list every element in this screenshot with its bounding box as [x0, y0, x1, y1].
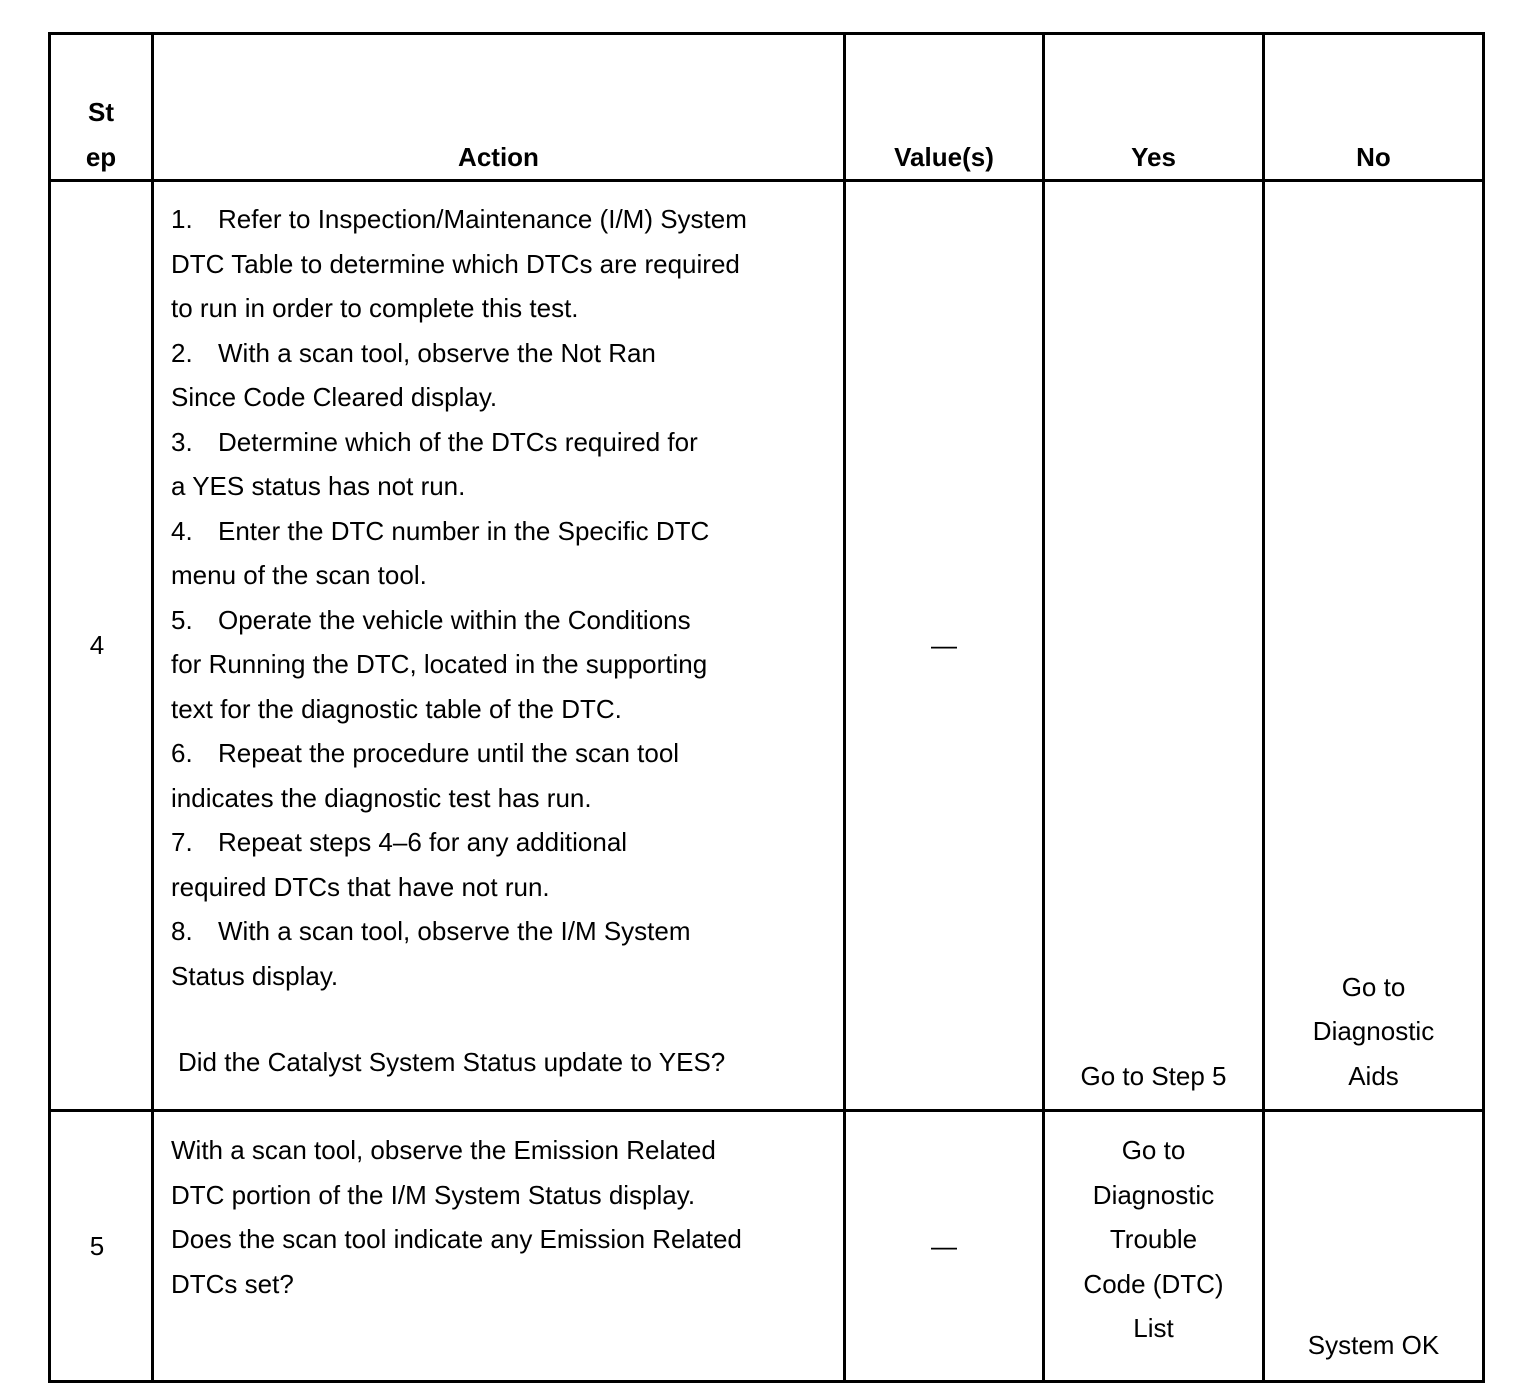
- table-row: [50, 181, 1484, 1111]
- action-cell: [153, 1111, 845, 1382]
- header-action: Action: [153, 34, 845, 181]
- action-step-text: Refer to Inspection/Maintenance (I/M) System: [218, 204, 747, 234]
- action-step-number: 1.: [171, 204, 193, 234]
- action-step-text: Repeat steps 4–6 for any additional: [218, 827, 628, 857]
- action-step: [171, 420, 835, 509]
- no-cell-line: Diagnostic: [1312, 1016, 1435, 1046]
- action-step-text: With a scan tool, observe the I/M System: [218, 916, 691, 946]
- no-cell: [1264, 181, 1484, 1111]
- no-cell: System OK: [1264, 1111, 1484, 1382]
- header-yes: Yes: [1044, 34, 1264, 181]
- action-step-text: DTC Table to determine which DTCs are required: [171, 248, 740, 279]
- header-step-line: ep: [85, 141, 117, 172]
- action-step-number: 3.: [171, 426, 193, 457]
- action-text: With a scan tool, observe the Emission Related: [171, 1135, 716, 1165]
- action-step-text: a YES status has not run.: [171, 471, 466, 501]
- step-number: 4: [50, 181, 153, 1111]
- step-number: 5: [50, 1111, 153, 1382]
- value-cell: —: [845, 1111, 1044, 1382]
- action-step-text: Repeat the procedure until the scan tool: [218, 738, 680, 768]
- header-no: No: [1264, 34, 1484, 181]
- action-step-text: Status display.: [171, 960, 339, 991]
- action-cell: [153, 181, 845, 1111]
- action-step-text: indicates the diagnostic test has run.: [171, 782, 592, 813]
- value-cell: —: [845, 181, 1044, 1111]
- diagnostic-table-wrapper: [48, 32, 1485, 1383]
- action-step-text: menu of the scan tool.: [171, 560, 427, 590]
- action-step-text: With a scan tool, observe the Not Ran: [218, 337, 656, 368]
- action-step-text: to run in order to complete this test.: [171, 293, 579, 323]
- action-step: [171, 731, 835, 820]
- yes-cell-line: Diagnostic: [1092, 1179, 1215, 1210]
- action-step-number: 5.: [171, 604, 193, 635]
- action-step-number: 8.: [171, 916, 193, 946]
- action-step-text: for Running the DTC, located in the supporting: [171, 649, 708, 679]
- action-step-number: 4.: [171, 515, 193, 546]
- action-text: Does the scan tool indicate any Emission Related: [171, 1224, 742, 1254]
- yes-cell-line: Code (DTC): [1083, 1268, 1224, 1299]
- action-step: [171, 509, 835, 598]
- yes-cell-line: Go to: [1121, 1135, 1186, 1165]
- action-step: [171, 598, 835, 732]
- yes-cell-line: Trouble: [1109, 1224, 1198, 1254]
- action-text: DTCs set?: [171, 1268, 294, 1299]
- header-step-line: St: [88, 97, 114, 127]
- action-step-text: required DTCs that have not run.: [171, 871, 550, 902]
- action-step: [171, 820, 835, 909]
- action-step-number: 6.: [171, 738, 193, 768]
- action-step: [171, 909, 835, 998]
- action-text: DTC portion of the I/M System Status display.: [171, 1179, 696, 1210]
- yes-cell: [1044, 1111, 1264, 1382]
- diagnostic-table: [48, 32, 1485, 1383]
- header-step: [50, 34, 153, 181]
- action-step-text: Since Code Cleared display.: [171, 382, 498, 412]
- table-header-row: [50, 34, 1484, 181]
- action-step: [171, 331, 835, 420]
- header-values: Value(s): [845, 34, 1044, 181]
- action-step-text: text for the diagnostic table of the DTC.: [171, 693, 622, 724]
- table-row: [50, 1111, 1484, 1382]
- yes-cell: Go to Step 5: [1044, 181, 1264, 1111]
- no-cell-line: Go to: [1341, 971, 1406, 1002]
- action-step: [171, 197, 835, 331]
- action-step-text: Determine which of the DTCs required for: [218, 426, 698, 457]
- action-step-text: Operate the vehicle within the Conditions: [218, 604, 691, 635]
- action-step-number: 7.: [171, 827, 193, 857]
- action-step-text: Enter the DTC number in the Specific DTC: [218, 515, 710, 546]
- action-step-number: 2.: [171, 337, 193, 368]
- yes-cell-line: List: [1133, 1313, 1174, 1343]
- action-question: Did the Catalyst System Status update to YES?: [178, 1047, 726, 1077]
- no-cell-line: Aids: [1348, 1060, 1399, 1091]
